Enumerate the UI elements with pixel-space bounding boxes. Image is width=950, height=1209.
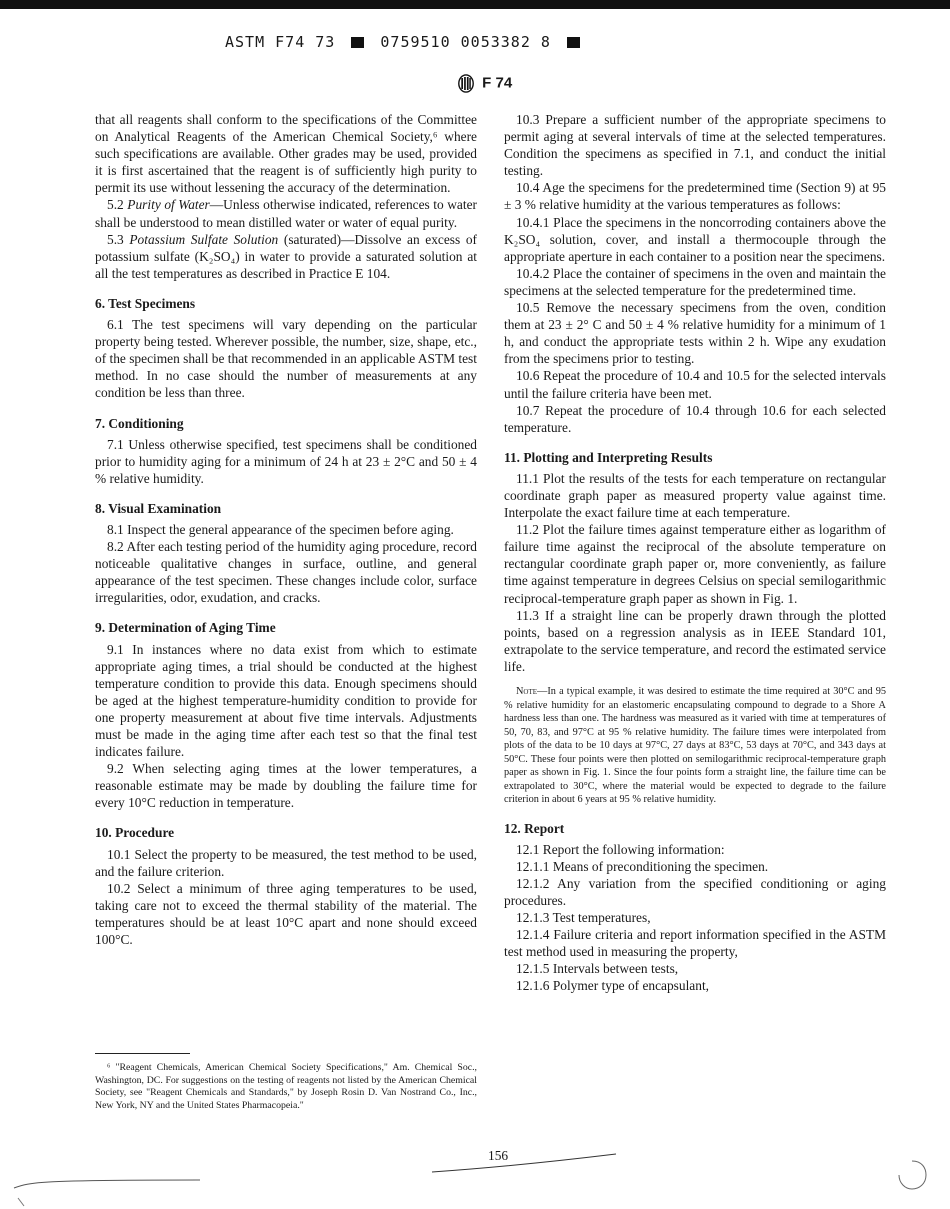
section-8-1: 8.1 Inspect the general appearance of the specimen before aging. xyxy=(107,521,454,537)
section-12-1-6: 12.1.6 Polymer type of encapsulant, xyxy=(516,978,710,994)
heading-conditioning: 7. Conditioning xyxy=(95,415,184,431)
section-11-1: 11.1 Plot the results of the tests for each temperature on rectangular coordinate graph paper as measured property value against time. Interpolate the exact failure time at each temperature. xyxy=(504,470,886,521)
section-11-3: 11.3 If a straight line can be properly drawn through the plotted points, based on a regression analysis as in IEEE Standard 101, extrapolate to the service temperature, and record the estimated service life. xyxy=(504,607,886,674)
section-10-3: 10.3 Prepare a sufficient number of the appropriate specimens to permit aging at several intervals of time at the selected temperatures. Condition the specimens as specified in 7.1, and conduct the initial testing. xyxy=(504,112,886,179)
heading-visual-examination: 8. Visual Examination xyxy=(95,500,222,516)
section-12-1-5: 12.1.5 Intervals between tests, xyxy=(516,961,679,977)
section-7-1: 7.1 Unless otherwise specified, test specimens shall be conditioned prior to humidity aging for a minimum of 24 h at 23 ± 2°C and 50 ± 4 % relative humidity. xyxy=(95,436,477,486)
section-12-1-4: 12.1.4 Failure criteria and report information specified in the ASTM test method used in measuring the property, xyxy=(504,927,886,960)
header-block-mark xyxy=(351,37,364,48)
header-block-mark-end xyxy=(567,37,580,48)
designation-header xyxy=(458,74,512,93)
heading-test-specimens: 6. Test Specimens xyxy=(95,295,196,311)
section-8-2: 8.2 After each testing period of the humidity aging procedure, record noticeable qualitative changes in surface, outline, and general appearance of the test specimen. These changes include color, surface irregularities, odor, exudation, and cracks. xyxy=(95,539,477,606)
astm-logo-icon xyxy=(458,74,474,93)
section-10-4-2: 10.4.2 Place the container of specimens in the oven and maintain the specimens at the selected temperature for the predetermined time. xyxy=(504,265,886,298)
punch-hole-mark xyxy=(895,1158,929,1192)
header-code-part2: 0759510 0053382 8 xyxy=(380,33,551,51)
section-10-2: 10.2 Select a minimum of three aging temperatures to be used, taking care not to exceed the thermal stability of the material. The temperatures should be at least 10°C apart and none should exceed 100°C. xyxy=(95,880,477,948)
section-10-7: 10.7 Repeat the procedure of 10.4 through 10.6 for each selected temperature. xyxy=(504,402,886,435)
section-11-2: 11.2 Plot the failure times against temperature either as logarithm of failure time against the reciprocal of the absolute temperature on rectangular coordinate graph paper or, more conveniently, as failure time against temperature in degrees Celsius on special semilogarithmic reciprocal-temperature graph paper as shown in Fig. 1. xyxy=(504,522,886,606)
section-9-2: 9.2 When selecting aging times at the lower temperatures, a reasonable estimate may be made by doubling the failure time for every 10°C reduction in temperature. xyxy=(95,761,477,811)
pen-stroke-mark xyxy=(430,1148,620,1178)
heading-procedure: 10. Procedure xyxy=(95,825,175,841)
heading-plotting-results: 11. Plotting and Interpreting Results xyxy=(504,449,713,465)
section-10-6: 10.6 Repeat the procedure of 10.4 and 10.5 for the selected intervals until the failure criteria have been met. xyxy=(504,368,886,401)
section-10-5: 10.5 Remove the necessary specimens from the oven, condition them at 23 ± 2° C and 50 ± 4 % relative humidity for a minimum of 1 h, and conduct the appropriate tests within 2 h. Wipe any exudation from the specimens prior to testing. xyxy=(504,300,886,367)
section-10-4: 10.4 Age the specimens for the predetermined time (Section 9) at 95 ± 3 % relative humidity at the various temperatures as follows: xyxy=(504,180,886,213)
heading-report: 12. Report xyxy=(504,820,565,836)
top-scan-bar xyxy=(0,0,950,9)
designation-label: F 74 xyxy=(482,74,513,92)
header-code-part1: ASTM F74 73 xyxy=(225,33,336,51)
section-12-1-3: 12.1.3 Test temperatures, xyxy=(516,909,651,925)
section-5-3: 5.3 Potassium Sulfate Solution (saturated)—Dissolve an excess of potassium sulfate (K₂SO₄) in water to provide a saturated solution at all the test temperatures as described in Practice E 104. xyxy=(95,231,477,281)
footnote-6: ⁶ "Reagent Chemicals, American Chemical Society Specifications," Am. Chemical Soc., Washington, DC. For suggestions on the testing of reagents not listed by the American Chemical Society, see "Reagent Chemicals and Standards," by Joseph Rosin D. Van Nostrand Co., Inc., New York, NY and the United States Pharmacopeia." xyxy=(95,1062,477,1111)
section-9-1: 9.1 In instances where no data exist from which to estimate appropriate aging times, a trial should be conducted at the highest temperature condition to provide this data. Enough specimens should be aged at the highest temperature-humidity condition to provide for one property measurement at about five time intervals. Adjustments must be made in the aging time after each test so that the final test indicates failure. xyxy=(95,641,477,760)
section-12-1-2: 12.1.2 Any variation from the specified conditioning or aging procedures. xyxy=(504,875,886,908)
example-note: Note—In a typical example, it was desired to estimate the time required at 30°C and 95 % relative humidity for an elastomeric encapsulating compound to degrade to a Shore A hardness less than one. The hardness was measured as it varied with time at temperatures of 50, 70, 83, and 97°C at 95 % relative humidity. The failure times were interpolated from plots of the data to be 10 days at 97°C, 27 days at 83°C, 53 days at 70°C, and 343 days at 50°C. These four points were then plotted on semilogarithmic reciprocal-temperature graph paper as shown in Fig. 1. Since the four points form a straight line, the failure time can be extrapolated to 30°C, where the material would be expected to degrade to the failure criterion in about 6 years at 95 % relative humidity. xyxy=(504,686,886,805)
right-column xyxy=(504,111,886,994)
footnote-rule xyxy=(95,1053,190,1054)
heading-aging-time: 9. Determination of Aging Time xyxy=(95,620,276,636)
scan-edge-mark xyxy=(10,1168,210,1208)
section-12-1: 12.1 Report the following information: xyxy=(516,841,725,857)
section-10-4-1: 10.4.1 Place the specimens in the noncorroding containers above the K₂SO₄ solution, cover, and install a thermocouple through the appropriate aperture in each container to a position near the specimens. xyxy=(504,214,886,264)
page-number: 156 xyxy=(488,1148,509,1163)
section-10-1: 10.1 Select the property to be measured, the test method to be used, and the failure criterion. xyxy=(95,846,477,879)
left-column xyxy=(95,111,477,948)
intro-paragraph: that all reagents shall conform to the specifications of the Committee on Analytical Reagents of the American Chemical Society,⁶ where such specifications are available. Other grades may be used, provided it is first ascertained that the reagent is of sufficiently high purity to permit its use without lessening the accuracy of the determination. xyxy=(95,112,477,196)
section-6-1: 6.1 The test specimens will vary depending on the particular property being tested. Wherever possible, the number, size, shape, etc., of the specimen shall be that recommended in an applicable ASTM test method. In no case should the number of measurements at any condition be less than three. xyxy=(95,317,477,401)
section-12-1-1: 12.1.1 Means of preconditioning the specimen. xyxy=(516,858,769,874)
section-5-2: 5.2 Purity of Water—Unless otherwise indicated, references to water shall be understood to mean distilled water or water of equal purity. xyxy=(95,197,477,230)
header-code xyxy=(225,33,586,51)
